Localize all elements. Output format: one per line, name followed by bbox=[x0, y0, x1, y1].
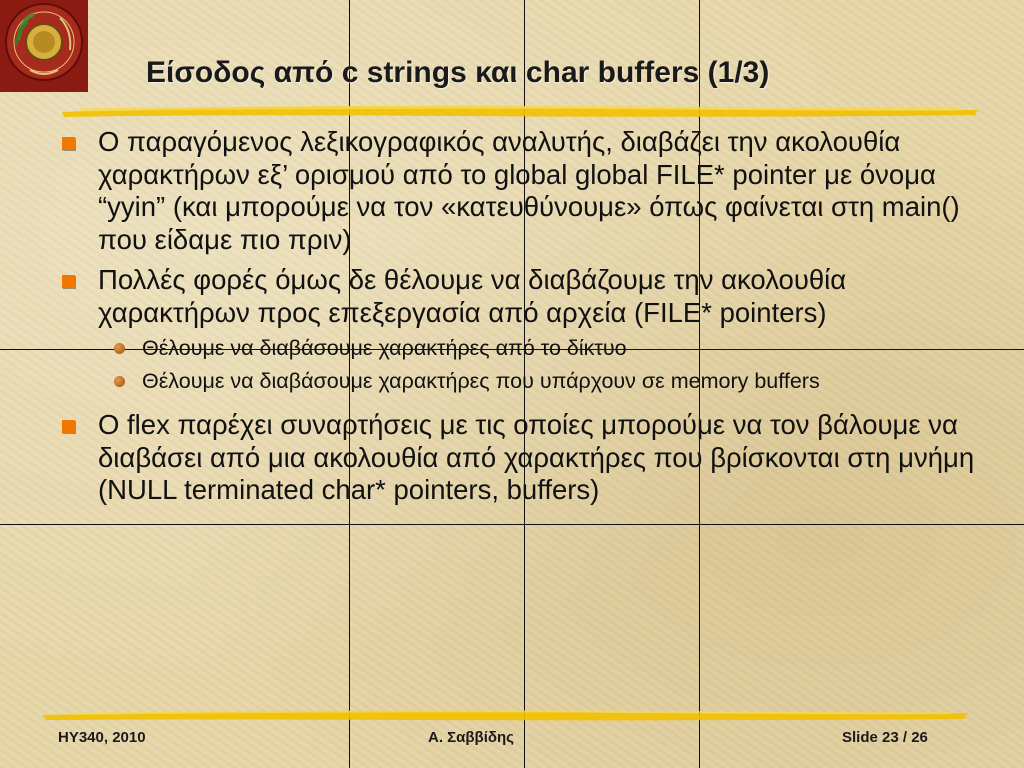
square-bullet-icon bbox=[62, 275, 75, 288]
bullet-text: Πολλές φορές όμως δε θέλουμε να διαβάζουμε την ακολουθία χαρακτήρων προς επεξεργασία από αρχεία (FILE* pointers) bbox=[98, 264, 847, 328]
sub-bullet-text: Θέλουμε να διαβάσουμε χαρακτήρες από το δίκτυο bbox=[142, 336, 627, 360]
footer-author: Α. Σαββίδης bbox=[428, 729, 514, 746]
round-bullet-icon bbox=[114, 376, 125, 387]
bullet-item bbox=[58, 409, 978, 507]
round-bullet-icon bbox=[114, 343, 125, 354]
square-bullet-icon bbox=[62, 420, 75, 433]
bullet-text: Ο flex παρέχει συναρτήσεις με τις οποίες μπορούμε να τον βάλουμε να διαβάσει από μια ακολουθία από χαρακτήρες που βρίσκονται στη μνήμη (NULL terminated char* pointers, buffers) bbox=[98, 409, 975, 505]
sub-bullet-item bbox=[58, 335, 978, 362]
grid-horizontal-line bbox=[0, 524, 1024, 525]
footer-slide-number: Slide 23 / 26 bbox=[842, 729, 928, 746]
title-underline-stroke bbox=[60, 98, 980, 124]
footer-course: HY340, 2010 bbox=[58, 729, 146, 746]
sub-bullet-item bbox=[58, 368, 978, 395]
university-logo bbox=[0, 0, 88, 92]
sub-bullet-text: Θέλουμε να διαβάσουμε χαρακτήρες που υπάρχουν σε memory buffers bbox=[142, 369, 820, 393]
slide-title: Είσοδος από c strings και char buffers (1/3) bbox=[146, 56, 770, 89]
slide-content bbox=[58, 126, 978, 507]
bullet-item bbox=[58, 264, 978, 329]
bullet-item bbox=[58, 126, 978, 256]
footer-divider-stroke bbox=[40, 704, 970, 726]
square-bullet-icon bbox=[62, 137, 75, 150]
bullet-text: Ο παραγόμενος λεξικογραφικός αναλυτής, διαβάζει την ακολουθία χαρακτήρων εξ’ ορισμού από το global global FILE* pointer με όνομα “yyin” (και μπορούμε να τον «κατευθύνουμε» όπως φαίνεται στη main() που είδαμε πιο πριν) bbox=[98, 126, 960, 255]
